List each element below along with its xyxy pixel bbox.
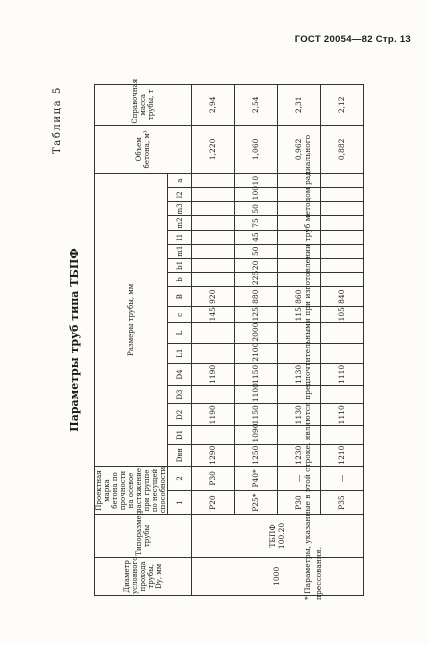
header-d3: D3 — [168, 386, 192, 404]
header-m3: m3 — [168, 202, 192, 216]
cell: 920 — [192, 287, 235, 307]
header-grade-2: 2 — [168, 466, 192, 490]
header-d2: D2 — [168, 404, 192, 426]
header-grade: Проектная марка бетона по прочности на осевое растяжение при группе по несущей способности — [95, 466, 168, 514]
cell: 115 — [278, 307, 321, 323]
cell: 1130 — [278, 363, 321, 385]
cell: 1130 — [278, 404, 321, 426]
cell — [192, 258, 235, 272]
cell: 1290 — [192, 444, 235, 466]
cell: 0,962 — [278, 125, 321, 173]
cell — [192, 426, 235, 444]
header-c: c — [168, 307, 192, 323]
cell — [192, 272, 235, 286]
cell: 45 — [235, 230, 278, 244]
cell: 105 — [321, 307, 364, 323]
header-l1: L1 — [168, 343, 192, 363]
cell — [192, 386, 235, 404]
page-header: ГОСТ 20054—82 Стр. 13 — [294, 34, 411, 45]
cell — [192, 244, 235, 258]
header-dvn: Dвн — [168, 444, 192, 466]
cell: Р35 — [321, 491, 364, 515]
cell: 10 — [235, 174, 278, 188]
cell: 0,882 — [321, 125, 364, 173]
table-row — [192, 85, 235, 596]
cell: Р30 — [192, 466, 235, 490]
cell: 2,94 — [192, 85, 235, 126]
cell: — — [321, 466, 364, 490]
header-b: B — [168, 287, 192, 307]
header-b-small: b — [168, 272, 192, 286]
cell: 1150 — [235, 404, 278, 426]
header-m2: m2 — [168, 216, 192, 230]
rotated-table-block — [52, 80, 392, 600]
cell: 1210 — [321, 444, 364, 466]
table-number: Таблица 5 — [52, 86, 63, 155]
header-grade-1: 1 — [168, 491, 192, 515]
cell: 1090 — [235, 426, 278, 444]
cell — [192, 343, 235, 363]
cell — [192, 323, 235, 343]
header-d4: D4 — [168, 363, 192, 385]
cell — [192, 202, 235, 216]
cell: 145 — [192, 307, 235, 323]
cell — [192, 230, 235, 244]
footnote: * Параметры, указанные в этой строке, являются предпочтительными при изготовлении труб методом радиального прессования. — [303, 134, 324, 600]
header-d1: D1 — [168, 426, 192, 444]
cell: 2000 — [235, 323, 278, 343]
cell: Р20 — [192, 491, 235, 515]
header-mass: Справочная масса трубы, т — [95, 85, 192, 126]
cell-diameter: 1000 — [192, 557, 364, 595]
cell: Р30 — [278, 491, 321, 515]
cell: 880 — [235, 287, 278, 307]
header-a: a — [168, 174, 192, 188]
rotated-footnote-block — [292, 130, 332, 600]
cell: 840 — [321, 287, 364, 307]
cell: 1190 — [192, 404, 235, 426]
header-size: Типоразмер трубы — [95, 515, 192, 557]
cell — [192, 174, 235, 188]
header-volume: Объем бетона, м³ — [95, 125, 192, 173]
header-l1-small: l1 — [168, 230, 192, 244]
cell: 20 — [235, 258, 278, 272]
cell — [192, 188, 235, 202]
cell: 100 — [235, 188, 278, 202]
header-dims: Размеры трубы, мм — [95, 174, 168, 467]
table-title: Параметры труб типа ТБПФ — [68, 248, 81, 432]
cell: 1230 — [278, 444, 321, 466]
cell: 1100 — [235, 386, 278, 404]
cell: 1190 — [192, 363, 235, 385]
cell: 50 — [235, 202, 278, 216]
cell: 125 — [235, 307, 278, 323]
cell: 50 — [235, 244, 278, 258]
cell — [192, 216, 235, 230]
cell: 1,060 — [235, 125, 278, 173]
cell-size: ТБПФ 100.20 — [192, 515, 364, 557]
header-l2: l2 — [168, 188, 192, 202]
header-diameter: Диаметр условного прохода трубы, Dу, мм — [95, 557, 192, 595]
cell: 1250 — [235, 444, 278, 466]
header-l: L — [168, 323, 192, 343]
cell: — — [278, 466, 321, 490]
cell: 1110 — [321, 363, 364, 385]
cell: 2,31 — [278, 85, 321, 126]
cell: 75 — [235, 216, 278, 230]
cell: 860 — [278, 287, 321, 307]
cell: Р25* — [235, 491, 278, 515]
header-b1: b1 — [168, 258, 192, 272]
cell: 1150 — [235, 363, 278, 385]
cell: 2,12 — [321, 85, 364, 126]
cell: 1110 — [321, 404, 364, 426]
cell: 2,54 — [235, 85, 278, 126]
cell: 225 — [235, 272, 278, 286]
cell: 2100 — [235, 343, 278, 363]
cell: Р40* — [235, 466, 278, 490]
header-m1: m1 — [168, 244, 192, 258]
cell: 1,220 — [192, 125, 235, 173]
